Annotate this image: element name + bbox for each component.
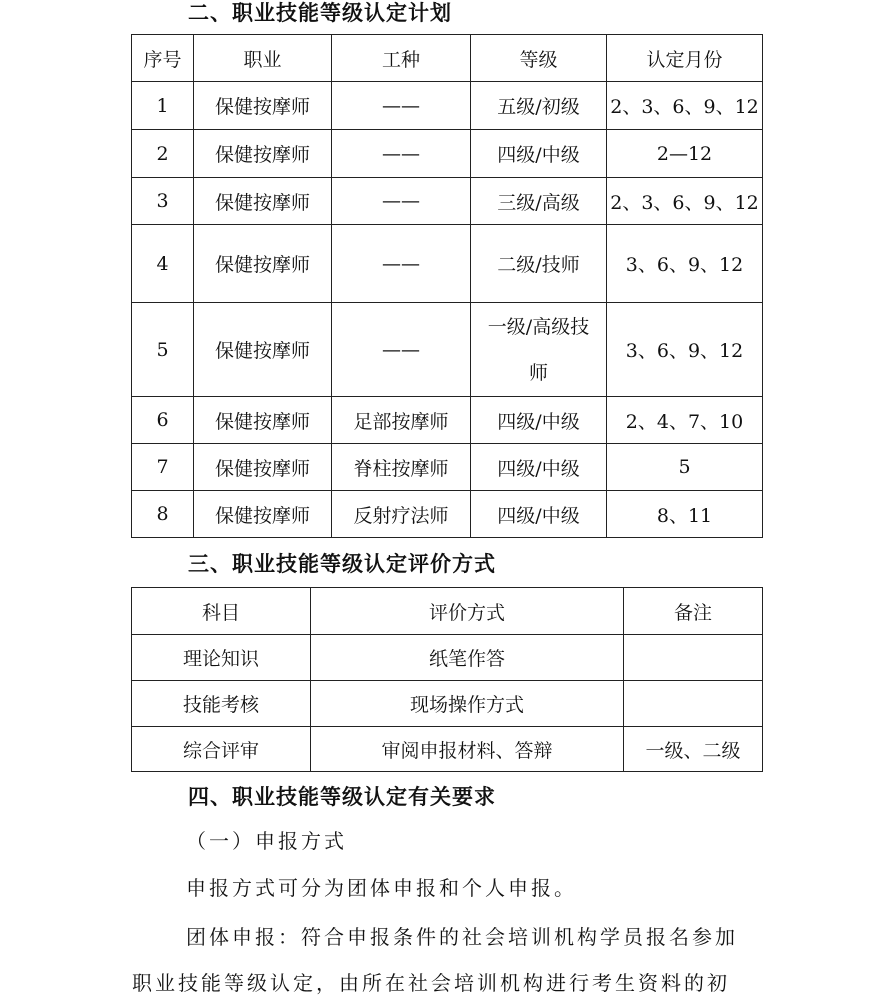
paragraph-line: 职业技能等级认定，由所在社会培训机构进行考生资料的初: [132, 971, 730, 995]
table-cell-level-wrapped: [471, 303, 607, 397]
table-cell: 四级/中级: [471, 444, 607, 491]
table-row: [132, 178, 763, 225]
table-cell: 纸笔作答: [311, 635, 624, 681]
table-cell: ——: [332, 130, 471, 178]
table-cell: 理论知识: [132, 635, 311, 681]
table-cell: 保健按摩师: [194, 303, 332, 397]
table-cell: 保健按摩师: [194, 444, 332, 491]
table-cell: ——: [332, 303, 471, 397]
table-cell: ——: [332, 178, 471, 225]
evaluation-method-table: [131, 587, 763, 772]
table-cell: 三级/高级: [471, 178, 607, 225]
table-cell: 保健按摩师: [194, 82, 332, 130]
table-row: [132, 444, 763, 491]
table-cell: 一级、二级: [624, 727, 763, 772]
table-cell: [624, 681, 763, 727]
table-cell: 保健按摩师: [194, 491, 332, 538]
table-cell: 6: [132, 397, 194, 444]
table-row: [132, 681, 763, 727]
table-cell: 3: [132, 178, 194, 225]
table-cell: [624, 635, 763, 681]
table-row: [132, 635, 763, 681]
table-row: [132, 397, 763, 444]
table-header-row: [132, 35, 763, 82]
table-cell: 四级/中级: [471, 491, 607, 538]
table-cell: 现场操作方式: [311, 681, 624, 727]
table-cell: 保健按摩师: [194, 178, 332, 225]
table-cell: 2: [132, 130, 194, 178]
table-cell: 综合评审: [132, 727, 311, 772]
table-cell: 四级/中级: [471, 130, 607, 178]
table-header-row: [132, 588, 763, 635]
paragraph-line: 申报方式可分为团体申报和个人申报。: [186, 876, 577, 900]
header-cell: 评价方式: [311, 588, 624, 635]
section-3-title: 三、职业技能等级认定评价方式: [188, 552, 496, 576]
table-cell: ——: [332, 82, 471, 130]
header-cell: 等级: [471, 35, 607, 82]
table-cell: 5: [132, 303, 194, 397]
section-2-title: 二、职业技能等级认定计划: [188, 1, 452, 25]
header-cell: 认定月份: [607, 35, 763, 82]
table-cell: 反射疗法师: [332, 491, 471, 538]
table-cell: 4: [132, 225, 194, 303]
table-cell: 足部按摩师: [332, 397, 471, 444]
table-row: [132, 82, 763, 130]
table-cell: 3、6、9、12: [607, 225, 763, 303]
table-cell: 5: [607, 444, 763, 491]
header-cell: 工种: [332, 35, 471, 82]
table-cell: 保健按摩师: [194, 397, 332, 444]
certification-plan-table: [131, 34, 763, 538]
table-cell: 四级/中级: [471, 397, 607, 444]
table-cell: 8: [132, 491, 194, 538]
table-row: [132, 303, 763, 397]
level-line-1: 一级/高级技: [487, 315, 590, 338]
subsection-1-title: （一）申报方式: [186, 829, 347, 853]
header-cell: 备注: [624, 588, 763, 635]
table-cell: 五级/初级: [471, 82, 607, 130]
table-row: [132, 225, 763, 303]
table-cell: 保健按摩师: [194, 225, 332, 303]
table-cell: 脊柱按摩师: [332, 444, 471, 491]
table-cell: 3、6、9、12: [607, 303, 763, 397]
table-cell: ——: [332, 225, 471, 303]
table-cell: 2、3、6、9、12: [607, 82, 763, 130]
table-cell: 2—12: [607, 130, 763, 178]
table-row: [132, 727, 763, 772]
table-row: [132, 491, 763, 538]
table-cell: 1: [132, 82, 194, 130]
table-cell: 7: [132, 444, 194, 491]
table-cell: 二级/技师: [471, 225, 607, 303]
level-line-2: 师: [528, 361, 548, 384]
table-cell: 审阅申报材料、答辩: [311, 727, 624, 772]
header-cell: 序号: [132, 35, 194, 82]
paragraph-line: 团体申报：符合申报条件的社会培训机构学员报名参加: [186, 925, 738, 949]
table-cell: 技能考核: [132, 681, 311, 727]
header-cell: 科目: [132, 588, 311, 635]
section-4-title: 四、职业技能等级认定有关要求: [188, 785, 496, 809]
table-cell: 保健按摩师: [194, 130, 332, 178]
table-cell: 2、4、7、10: [607, 397, 763, 444]
table-cell: 2、3、6、9、12: [607, 178, 763, 225]
table-cell: 8、11: [607, 491, 763, 538]
table-row: [132, 130, 763, 178]
header-cell: 职业: [194, 35, 332, 82]
